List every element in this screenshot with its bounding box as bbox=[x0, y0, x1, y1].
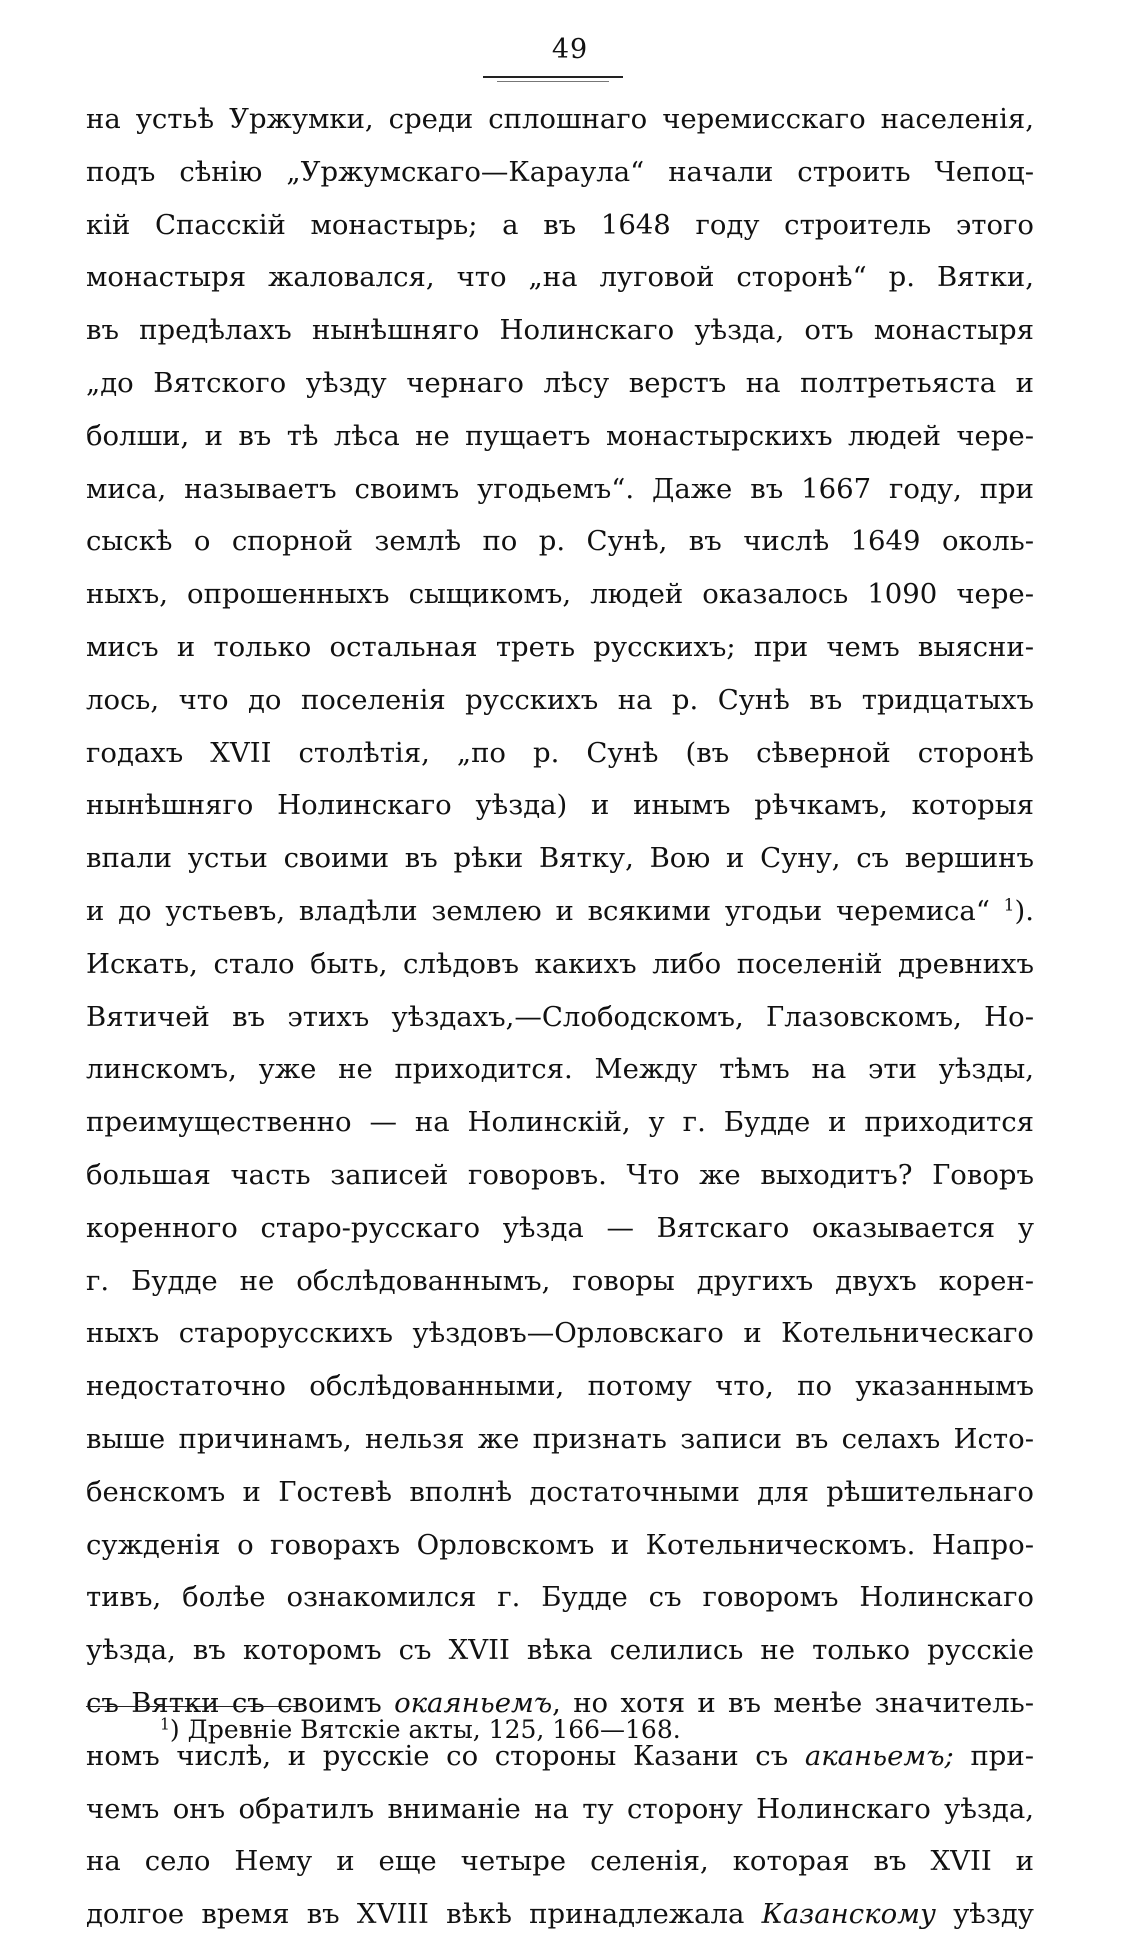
text-line: нынѣшняго Нолинскаго уѣзда) и инымъ рѣчкамъ, которыя bbox=[86, 789, 1034, 822]
header-rule-thin bbox=[497, 81, 609, 82]
text-line: недостаточно обслѣдованными, потому что, по указаннымъ bbox=[86, 1370, 1034, 1403]
text-line: Вятичей въ этихъ уѣздахъ,—Слободскомъ, Глазовскомъ, Но- bbox=[86, 1000, 1034, 1033]
text-line: впали устьи своими въ рѣки Вятку, Вою и Суну, съ вершинъ bbox=[86, 842, 1034, 875]
text-line: уѣзда, въ которомъ съ XVII вѣка селились не только русскіе bbox=[86, 1634, 1034, 1667]
text-line: на село Нему и еще четыре селенія, которая въ XVII и bbox=[86, 1845, 1034, 1878]
text-segment: номъ числѣ, и русскіе со стороны Казани съ bbox=[86, 1739, 789, 1772]
page-number: 49 bbox=[551, 34, 589, 65]
text-line: сыскѣ о спорной землѣ по р. Сунѣ, въ числѣ 1649 околь- bbox=[86, 525, 1034, 558]
footnote-marker-paren: ) bbox=[169, 1715, 180, 1744]
italic-term: окаяньемъ bbox=[394, 1686, 553, 1719]
text-segment: , но хотя и въ менѣе значитель- bbox=[552, 1686, 1034, 1719]
text-line: бенскомъ и Гостевѣ вполнѣ достаточными для рѣшительнаго bbox=[86, 1475, 1034, 1508]
text-line: сужденія о говорахъ Орловскомъ и Котельническомъ. Напро- bbox=[86, 1528, 1034, 1561]
text-line: подъ сѣнію „Уржумскаго—Караула“ начали строить Чепоц- bbox=[86, 155, 1034, 188]
text-line: „до Вятского уѣзду чернаго лѣсу верстъ на полтретьяста и bbox=[86, 366, 1034, 399]
italic-term: Казанскому bbox=[761, 1898, 936, 1931]
text-line: выше причинамъ, нельзя же признать записи въ селахъ Исто- bbox=[86, 1422, 1034, 1455]
footnote-ref: 1 bbox=[1003, 895, 1015, 916]
text-line: лось, что до поселенія русскихъ на р. Сунѣ въ тридцатыхъ bbox=[86, 683, 1034, 716]
text-line: г. Будде не обслѣдованнымъ, говоры другихъ двухъ корен- bbox=[86, 1264, 1034, 1297]
footnote-text: Древніе Вятскіе акты, 125, 166—168. bbox=[179, 1715, 681, 1744]
text-line: монастыря жаловался, что „на луговой сторонѣ“ р. Вятки, bbox=[86, 261, 1034, 294]
text-line: линскомъ, уже не приходится. Между тѣмъ на эти уѣзды, bbox=[86, 1053, 1034, 1086]
text-line: чемъ онъ обратилъ вниманіе на ту сторону Нолинскаго уѣзда, bbox=[86, 1792, 1034, 1825]
text-line: кій Спасскій монастырь; а въ 1648 году строитель этого bbox=[86, 208, 1034, 241]
footnote-rule bbox=[86, 1706, 298, 1707]
text-line: ныхъ старорусскихъ уѣздовъ—Орловскаго и Котельническаго bbox=[86, 1317, 1034, 1350]
text-line: въ предѣлахъ нынѣшняго Нолинскаго уѣзда, отъ монастыря bbox=[86, 314, 1034, 347]
text-line: Искать, стало быть, слѣдовъ какихъ либо поселеній древнихъ bbox=[86, 947, 1034, 980]
text-line: тивъ, болѣе ознакомился г. Будде съ говоромъ Нолинскаго bbox=[86, 1581, 1034, 1614]
text-line: коренного старо-русскаго уѣзда — Вятскаго оказывается у bbox=[86, 1211, 1034, 1244]
body-text bbox=[86, 93, 1034, 1941]
header-rule bbox=[483, 76, 623, 78]
text-segment: при- bbox=[953, 1739, 1034, 1772]
text-segment: съ Вятки съ своимъ bbox=[86, 1686, 382, 1719]
text-line: преимущественно — на Нолинскій, у г. Будде и приходится bbox=[86, 1106, 1034, 1139]
text-line: на устьѣ Уржумки, среди сплошнаго черемисскаго населенія, bbox=[86, 103, 1034, 135]
text-line: большая часть записей говоровъ. Что же выходитъ? Говоръ bbox=[86, 1158, 1034, 1191]
text-segment: и до устьевъ, владѣли землею и всякими угодьи черемиса“ bbox=[86, 894, 990, 927]
text-line: ныхъ, опрошенныхъ сыщикомъ, людей оказалось 1090 чере- bbox=[86, 578, 1034, 611]
text-segment: долгое время въ XVIII вѣкѣ принадлежала bbox=[86, 1898, 745, 1931]
footnote bbox=[160, 1712, 681, 1748]
text-segment: уѣзду bbox=[935, 1898, 1034, 1931]
footnote-marker: 1 bbox=[160, 1715, 170, 1734]
text-line: болши, и въ тѣ лѣса не пущаетъ монастырскихъ людей чере- bbox=[86, 419, 1034, 452]
text-line-with-footnote-ref: и до устьевъ, владѣли землею и всякими угодьи черемиса“ $^1$). bbox=[86, 894, 1034, 927]
italic-term: аканьемъ; bbox=[804, 1739, 954, 1772]
text-line: мисъ и только остальная треть русскихъ; при чемъ выясни- bbox=[86, 630, 1034, 663]
text-line-mixed bbox=[86, 1888, 1034, 1941]
text-line: миса, называетъ своимъ угодьемъ“. Даже въ 1667 году, при bbox=[86, 472, 1034, 505]
text-line: годахъ XVII столѣтія, „по р. Сунѣ (въ сѣверной сторонѣ bbox=[86, 736, 1034, 769]
footnote-ref-paren: ) bbox=[1014, 894, 1026, 927]
